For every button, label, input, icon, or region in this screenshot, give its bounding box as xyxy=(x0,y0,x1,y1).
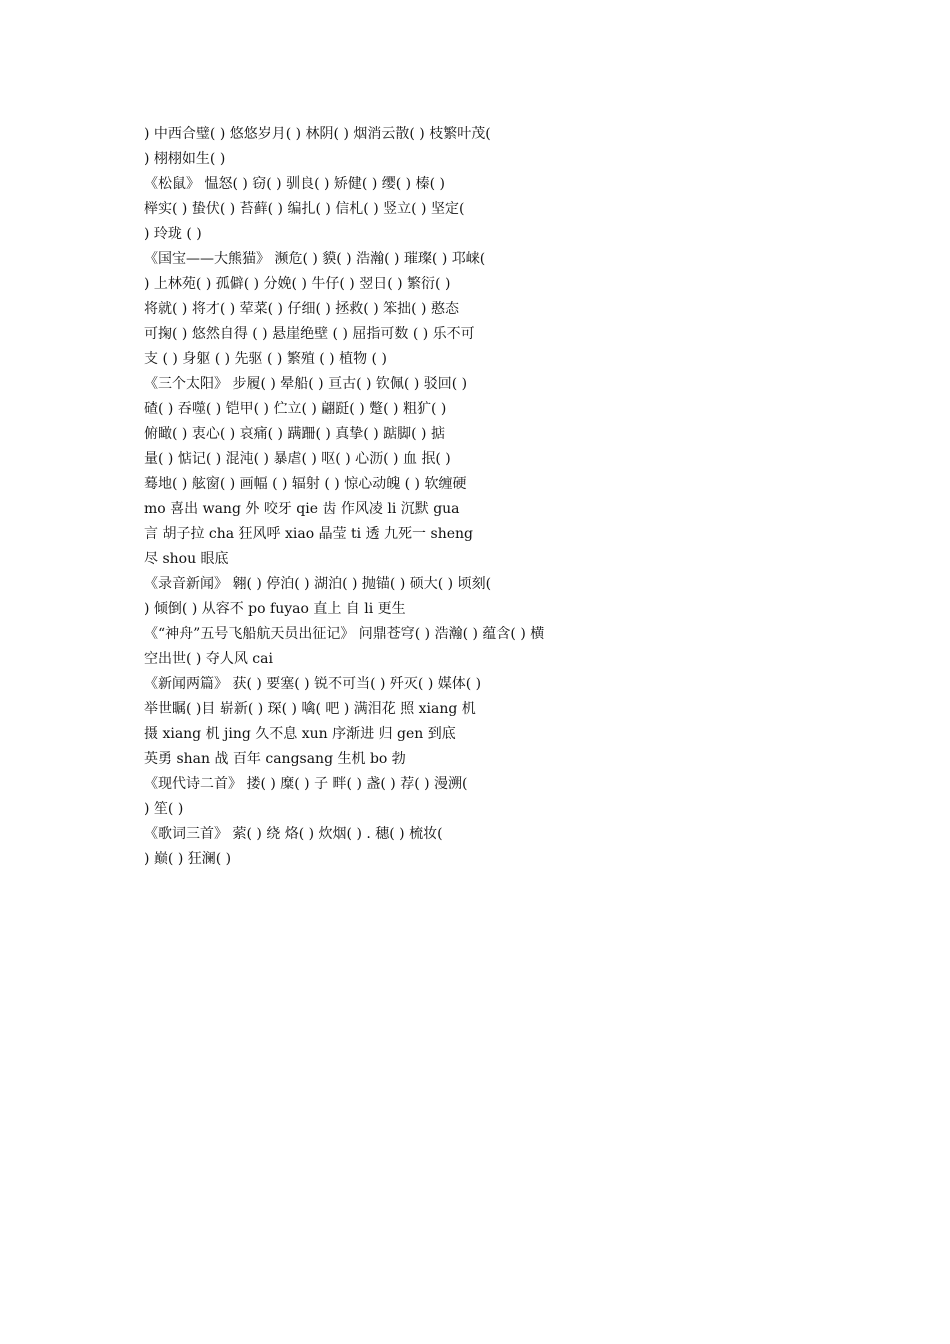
lesson-audio-news-line: 《录音新闻》 翱( ) 停泊( ) 湖泊( ) 抛锚( ) 硕大( ) 顷刻( xyxy=(144,576,492,592)
lesson-three-suns-line: 《三个太阳》 步履( ) 晕船( ) 亘古( ) 钦佩( ) 驳回( ) xyxy=(144,376,468,392)
lesson-news-two-line: 《新闻两篇》 获( ) 要塞( ) 锐不可当( ) 歼灭( ) 媒体( ) xyxy=(144,676,482,692)
text-line: ) 倾倒( ) 从容不 po fuyao 直上 自 li 更生 xyxy=(144,601,406,617)
lesson-modern-poems-line: 《现代诗二首》 搂( ) 糜( ) 子 畔( ) 盏( ) 荐( ) 漫溯( xyxy=(144,776,468,792)
text-line: 碴( ) 吞噬( ) 铠甲( ) 伫立( ) 翩跹( ) 蹩( ) 粗犷( ) xyxy=(144,401,447,417)
text-line: 空出世( ) 夺人风 cai xyxy=(144,651,273,667)
text-line: mo 喜出 wang 外 咬牙 qie 齿 作风凌 li 沉默 gua xyxy=(144,501,460,517)
lesson-songshu-line: 《松鼠》 愠怒( ) 窃( ) 驯良( ) 矫健( ) 缨( ) 榛( ) xyxy=(144,176,445,192)
text-line: ) 笙( ) xyxy=(144,801,184,817)
lesson-lyrics-line: 《歌词三首》 萦( ) 绕 烙( ) 炊烟( ) . 穗( ) 梳妆( xyxy=(144,826,443,842)
text-line: ) 中西合璧( ) 悠悠岁月( ) 林阴( ) 烟消云散( ) 枝繁叶茂( xyxy=(144,126,491,142)
text-line: 量( ) 惦记( ) 混沌( ) 暴虐( ) 呕( ) 心沥( ) 血 抿( ) xyxy=(144,451,451,467)
text-line: 蓦地( ) 舷窗( ) 画幅 ( ) 辐射 ( ) 惊心动魄 ( ) 软缠硬 xyxy=(144,476,467,492)
text-line: 俯瞰( ) 衷心( ) 哀痛( ) 蹒跚( ) 真挚( ) 踮脚( ) 掂 xyxy=(144,426,445,442)
text-line: ) 巅( ) 狂澜( ) xyxy=(144,851,232,867)
text-line: ) 栩栩如生( ) xyxy=(144,151,226,167)
text-line: ) 上林苑( ) 孤僻( ) 分娩( ) 牛仔( ) 翌日( ) 繁衍( ) xyxy=(144,276,451,292)
lesson-panda-line: 《国宝——大熊猫》 濒危( ) 貘( ) 浩瀚( ) 璀璨( ) 邛崃( xyxy=(144,251,486,267)
text-line: 摄 xiang 机 jing 久不息 xun 序渐进 归 gen 到底 xyxy=(144,726,456,742)
text-line: 英勇 shan 战 百年 cangsang 生机 bo 勃 xyxy=(144,751,406,767)
vocabulary-worksheet xyxy=(144,122,808,872)
text-line: 尽 shou 眼底 xyxy=(144,551,229,567)
lesson-shenzhou-line: 《“神舟”五号飞船航天员出征记》 问鼎苍穹( ) 浩瀚( ) 蕴含( ) 横 xyxy=(144,626,545,642)
text-line: 将就( ) 将才( ) 荤菜( ) 仔细( ) 拯救( ) 笨拙( ) 憨态 xyxy=(144,301,459,317)
text-line: 言 胡子拉 cha 狂风呼 xiao 晶莹 ti 透 九死一 sheng xyxy=(144,526,473,542)
text-line: 榉实( ) 蛰伏( ) 苔藓( ) 编扎( ) 信札( ) 竖立( ) 坚定( xyxy=(144,201,465,217)
text-line: 举世瞩( )目 崭新( ) 琛( ) 噙( 吧 ) 满泪花 照 xiang 机 xyxy=(144,701,476,717)
text-line: 可掬( ) 悠然自得 ( ) 悬崖绝壁 ( ) 屈指可数 ( ) 乐不可 xyxy=(144,326,475,342)
text-line: ) 玲珑 ( ) xyxy=(144,226,202,242)
text-line: 支 ( ) 身躯 ( ) 先驱 ( ) 繁殖 ( ) 植物 ( ) xyxy=(144,351,387,367)
